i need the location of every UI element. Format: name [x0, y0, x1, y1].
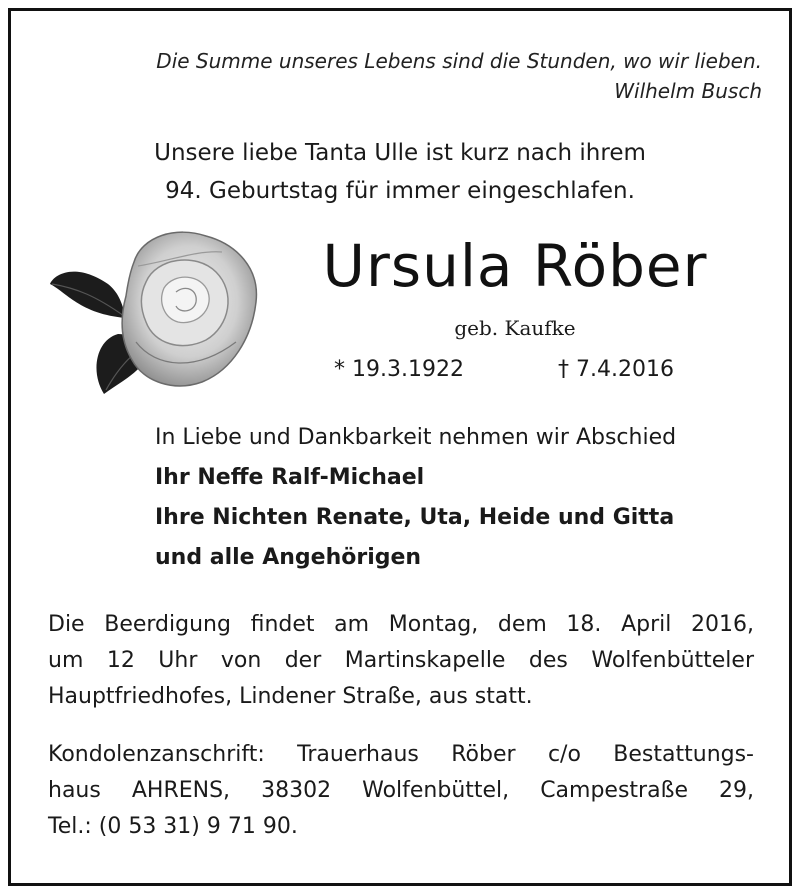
maiden-name: geb. Kaufke — [454, 316, 576, 340]
birth-date: * 19.3.1922 — [334, 357, 464, 382]
condolence-address — [48, 737, 754, 845]
mourner-nephew: Ihr Neffe Ralf-Michael — [155, 465, 425, 490]
condolence-line-1: Kondolenzanschrift: Trauerhaus Röber c/o Bestattungs- — [48, 742, 754, 767]
intro-text — [0, 134, 800, 210]
epigraph-quote — [156, 46, 762, 106]
quote-text: Die Summe unseres Lebens sind die Stunden, wo wir lieben. — [156, 49, 762, 73]
mourner-nieces: Ihre Nichten Renate, Uta, Heide und Gitta — [155, 505, 675, 530]
condolence-line-3: Tel.: (0 53 31) 9 71 90. — [48, 814, 298, 839]
condolence-line-2: haus AHRENS, 38302 Wolfenbüttel, Campestraße 29, — [48, 778, 754, 803]
funeral-line-2: um 12 Uhr von der Martinskapelle des Wolfenbütteler — [48, 648, 754, 673]
deceased-name: Ursula Röber — [322, 232, 708, 300]
funeral-line-3: Hauptfriedhofes, Lindener Straße, aus statt. — [48, 684, 533, 709]
mourner-others: und alle Angehörigen — [155, 545, 422, 570]
intro-line-1: Unsere liebe Tanta Ulle ist kurz nach ihrem — [154, 140, 646, 166]
intro-line-2: 94. Geburtstag für immer eingeschlafen. — [165, 178, 635, 204]
death-date: † 7.4.2016 — [558, 357, 674, 382]
mourners-lead: In Liebe und Dankbarkeit nehmen wir Abschied — [155, 425, 677, 450]
funeral-info — [48, 607, 754, 715]
mourners-block — [155, 418, 676, 578]
funeral-line-1: Die Beerdigung findet am Montag, dem 18. April 2016, — [48, 612, 754, 637]
rose-icon — [46, 222, 268, 398]
quote-author: Wilhelm Busch — [614, 79, 762, 103]
